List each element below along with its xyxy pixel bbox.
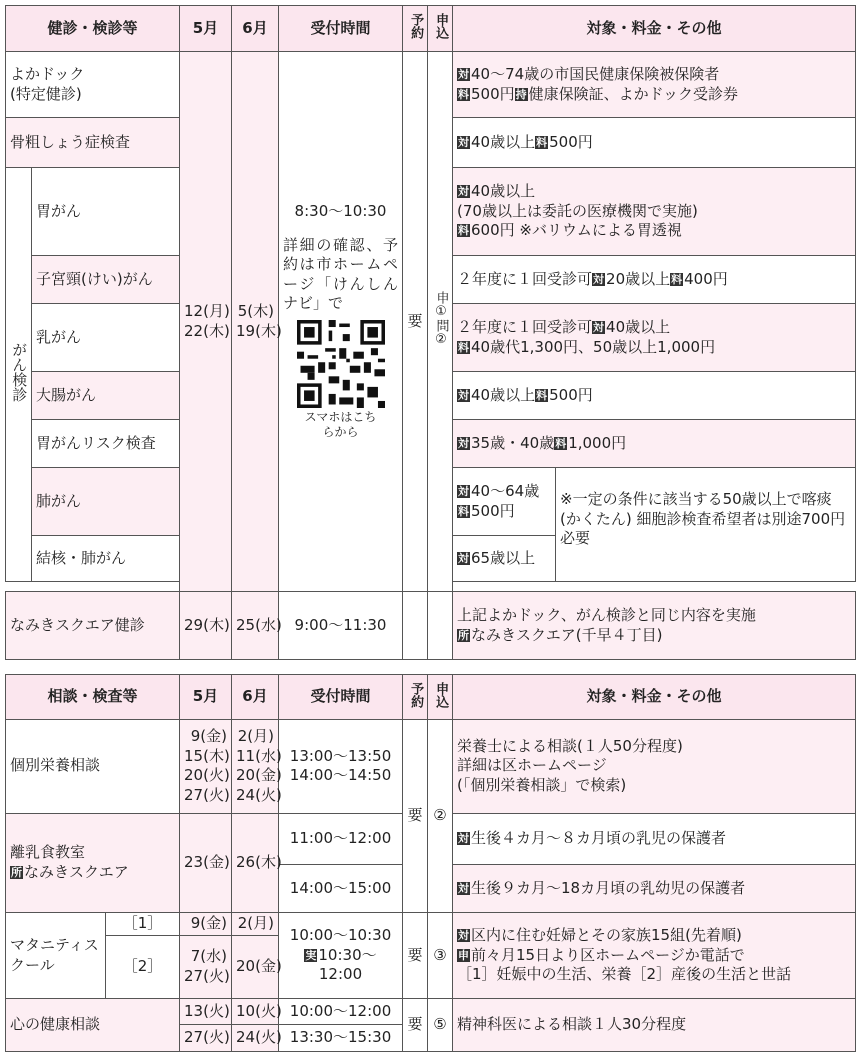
- maternity-apply: ③: [428, 913, 453, 999]
- namiki-target: 上記よかドック、がん検診と同じ内容を実施 所 なみきスクエア(千早４丁目): [453, 592, 856, 660]
- target-item: 料 500円: [458, 84, 515, 103]
- maternity-session-2: ［2］: [106, 935, 180, 998]
- target-item: 持 健康保険証、よかドック受診券: [515, 84, 739, 103]
- target-item: 料 500円: [458, 501, 515, 520]
- target-item: 対 40歳以上: [458, 182, 536, 201]
- exam-name-namiki: なみきスクエア健診: [6, 592, 180, 660]
- namiki-time: 9:00〜11:30: [279, 592, 403, 660]
- weaning-time-2: 14:00〜15:00: [279, 864, 403, 913]
- exam-name-tb-lung: 結核・肺がん: [32, 536, 180, 582]
- label-tag-icon: 対: [458, 551, 470, 565]
- label-tag-icon: 料: [458, 340, 470, 354]
- exam-target-colon: [453, 372, 856, 420]
- qr-caption: スマホはこちらから: [304, 409, 377, 440]
- consult-name-mental: 心の健康相談: [6, 998, 180, 1051]
- target-item: 対 40〜74歳の市国民健康保険被保険者: [458, 65, 720, 83]
- exam-target-stomach: [453, 168, 856, 256]
- target-item: ２年度に１回受診可: [457, 269, 593, 288]
- target-item: 対 35歳・40歳: [458, 433, 555, 452]
- maternity-session-1: ［1］: [106, 913, 180, 935]
- target-item: 料 500円: [536, 385, 593, 404]
- exam-may-dates: 12(月) 22(木): [180, 52, 232, 592]
- label-tag-icon: 対: [458, 388, 470, 402]
- header-reserve: 予約: [403, 6, 428, 52]
- mental-time-1: 10:00〜12:00: [279, 998, 403, 1024]
- consult-shared-apply: ②: [428, 719, 453, 913]
- weaning-june: 26(木): [232, 813, 279, 913]
- nutrition-june: 2(月) 11(水) 20(金) 24(火): [232, 719, 279, 813]
- target-item: 対 40歳以上: [458, 132, 536, 151]
- target-item: 料 40歳代1,300円、50歳以上1,000円: [458, 337, 716, 356]
- exam-name-stomach: 胃がん: [32, 168, 180, 256]
- exam-june-dates: 5(木) 19(木): [232, 52, 279, 592]
- header-category: 健診・検診等: [6, 6, 180, 52]
- exam-name-colon: 大腸がん: [32, 372, 180, 420]
- target-item: 料 400円: [671, 269, 728, 288]
- qr-code[interactable]: [297, 320, 385, 408]
- target-item: 対 40歳以上: [458, 385, 536, 404]
- nutrition-may: 9(金) 15(木) 20(火) 27(火): [180, 719, 232, 813]
- exam-target-osteoporosis: [453, 118, 856, 168]
- target-item: 対 20歳以上: [593, 269, 671, 288]
- exam-name-yokadock: よかドック (特定健診): [6, 52, 180, 118]
- header-time: 受付時間: [279, 6, 403, 52]
- weaning-time-1: 11:00〜12:00: [279, 813, 403, 864]
- label-tag-icon: 対: [593, 272, 605, 286]
- exam-target-stomach-risk: [453, 420, 856, 468]
- header-apply: 申込: [428, 6, 453, 52]
- consult-name-maternity: マタニティスクール: [6, 913, 106, 999]
- exam-table: [5, 5, 856, 660]
- label-tag-icon: 持: [515, 87, 527, 101]
- target-item: ２年度に１回受診可: [457, 318, 593, 336]
- nutrition-time: 13:00〜13:50 14:00〜14:50: [279, 719, 403, 813]
- namiki-may: 29(木): [180, 592, 232, 660]
- exam-time-detail: 詳細の確認、予約は市ホームページ「けんしんナビ」で: [283, 235, 399, 313]
- exam-target-tb-lung: [453, 536, 556, 582]
- maternity-june-2: 20(金): [232, 935, 279, 998]
- consult-header-apply: 申込: [428, 675, 453, 720]
- exam-name-lung: 肺がん: [32, 468, 180, 536]
- target-item: (70歳以上は委託の医療機関で実施): [457, 201, 698, 220]
- exam-name-stomach-risk: 胃がんリスク検査: [32, 420, 180, 468]
- consult-table: [5, 674, 856, 1052]
- label-tag-icon: 対: [458, 135, 470, 149]
- mental-may-1: 13(火): [180, 998, 232, 1024]
- maternity-time: 10:00〜10:30 実 10:30〜12:00: [279, 913, 403, 999]
- label-tag-icon: 料: [458, 224, 470, 238]
- label-tag-icon: 料: [555, 436, 567, 450]
- label-tag-icon: 料: [671, 272, 683, 286]
- consult-header-category: 相談・検査等: [6, 675, 180, 720]
- weaning-target-1: 対 生後４カ月〜８カ月頃の乳児の保護者: [453, 813, 856, 864]
- target-item: 対 65歳以上: [458, 548, 536, 567]
- target-item: 料 600円 ※バリウムによる胃透視: [458, 221, 682, 240]
- gan-kenshin-label: がん検診: [6, 168, 32, 582]
- header-june: 6月: [232, 6, 279, 52]
- consult-header-may: 5月: [180, 675, 232, 720]
- weaning-may: 23(金): [180, 813, 232, 913]
- target-item: 料 500円: [536, 132, 593, 151]
- label-tag-icon: 対: [458, 485, 470, 498]
- maternity-target: 対 区内に住む妊婦とその家族15組(先着順) 申 前々月15日より区ホームページか電話で ［1］妊娠中の生活、栄養［2］産後の生活と世話: [453, 913, 856, 999]
- consult-name-weaning: 離乳食教室 所 なみきスクエア: [6, 813, 180, 913]
- consult-header-time: 受付時間: [279, 675, 403, 720]
- weaning-target-2: 対 生後９カ月〜18カ月頃の乳幼児の保護者: [453, 864, 856, 913]
- exam-name-breast: 乳がん: [32, 304, 180, 372]
- consult-header-june: 6月: [232, 675, 279, 720]
- consult-shared-reserve: 要: [403, 719, 428, 913]
- nutrition-target: 栄養士による相談(１人50分程度) 詳細は区ホームページ (「個別栄養相談」で検索): [453, 719, 856, 813]
- label-tag-icon: 料: [458, 504, 470, 518]
- mental-target: 精神科医による相談１人30分程度: [453, 998, 856, 1051]
- label-tag-icon: 対: [458, 436, 470, 450]
- label-tag-icon: 料: [458, 87, 470, 101]
- target-item: 対 40歳以上: [593, 318, 671, 336]
- label-tag-icon: 料: [536, 388, 548, 402]
- mental-apply: ⑤: [428, 998, 453, 1051]
- exam-name-cervical: 子宮頸(けい)がん: [32, 256, 180, 304]
- header-target: 対象・料金・その他: [453, 6, 856, 52]
- namiki-june: 25(水): [232, 592, 279, 660]
- exam-target-yokadock: [453, 52, 856, 118]
- label-tag-icon: 対: [593, 321, 605, 334]
- namiki-apply-empty: [428, 592, 453, 660]
- exam-time-main: 8:30〜10:30: [294, 202, 387, 221]
- target-item: 対 40〜64歳: [458, 482, 540, 500]
- maternity-reserve: 要: [403, 913, 428, 999]
- label-tag-icon: 対: [458, 68, 470, 81]
- namiki-reserve-empty: [403, 592, 428, 660]
- consult-name-nutrition: 個別栄養相談: [6, 719, 180, 813]
- consult-header-target: 対象・料金・その他: [453, 675, 856, 720]
- exam-apply: 申①問②: [428, 52, 453, 592]
- exam-target-lung: [453, 468, 556, 536]
- label-tag-icon: 料: [536, 135, 548, 149]
- maternity-june-1: 2(月): [232, 913, 279, 935]
- exam-name-osteoporosis: 骨粗しょう症検査: [6, 118, 180, 168]
- mental-june-1: 10(火): [232, 998, 279, 1024]
- exam-target-breast: [453, 304, 856, 372]
- exam-time-cell: [279, 52, 403, 592]
- maternity-may-1: 9(金): [180, 913, 232, 935]
- mental-reserve: 要: [403, 998, 428, 1051]
- exam-target-cervical: [453, 256, 856, 304]
- maternity-may-2: 7(水) 27(火): [180, 935, 232, 998]
- mental-may-2: 27(火): [180, 1025, 232, 1052]
- label-tag-icon: 対: [458, 185, 470, 199]
- target-item: 料 1,000円: [555, 433, 627, 452]
- consult-header-reserve: 予約: [403, 675, 428, 720]
- lung-note: ※一定の条件に該当する50歳以上で喀痰(かくたん) 細胞診検査希望者は別途700円必要: [556, 468, 856, 582]
- mental-time-2: 13:30〜15:30: [279, 1025, 403, 1052]
- header-may: 5月: [180, 6, 232, 52]
- exam-reserve: 要: [403, 52, 428, 592]
- mental-june-2: 24(火): [232, 1025, 279, 1052]
